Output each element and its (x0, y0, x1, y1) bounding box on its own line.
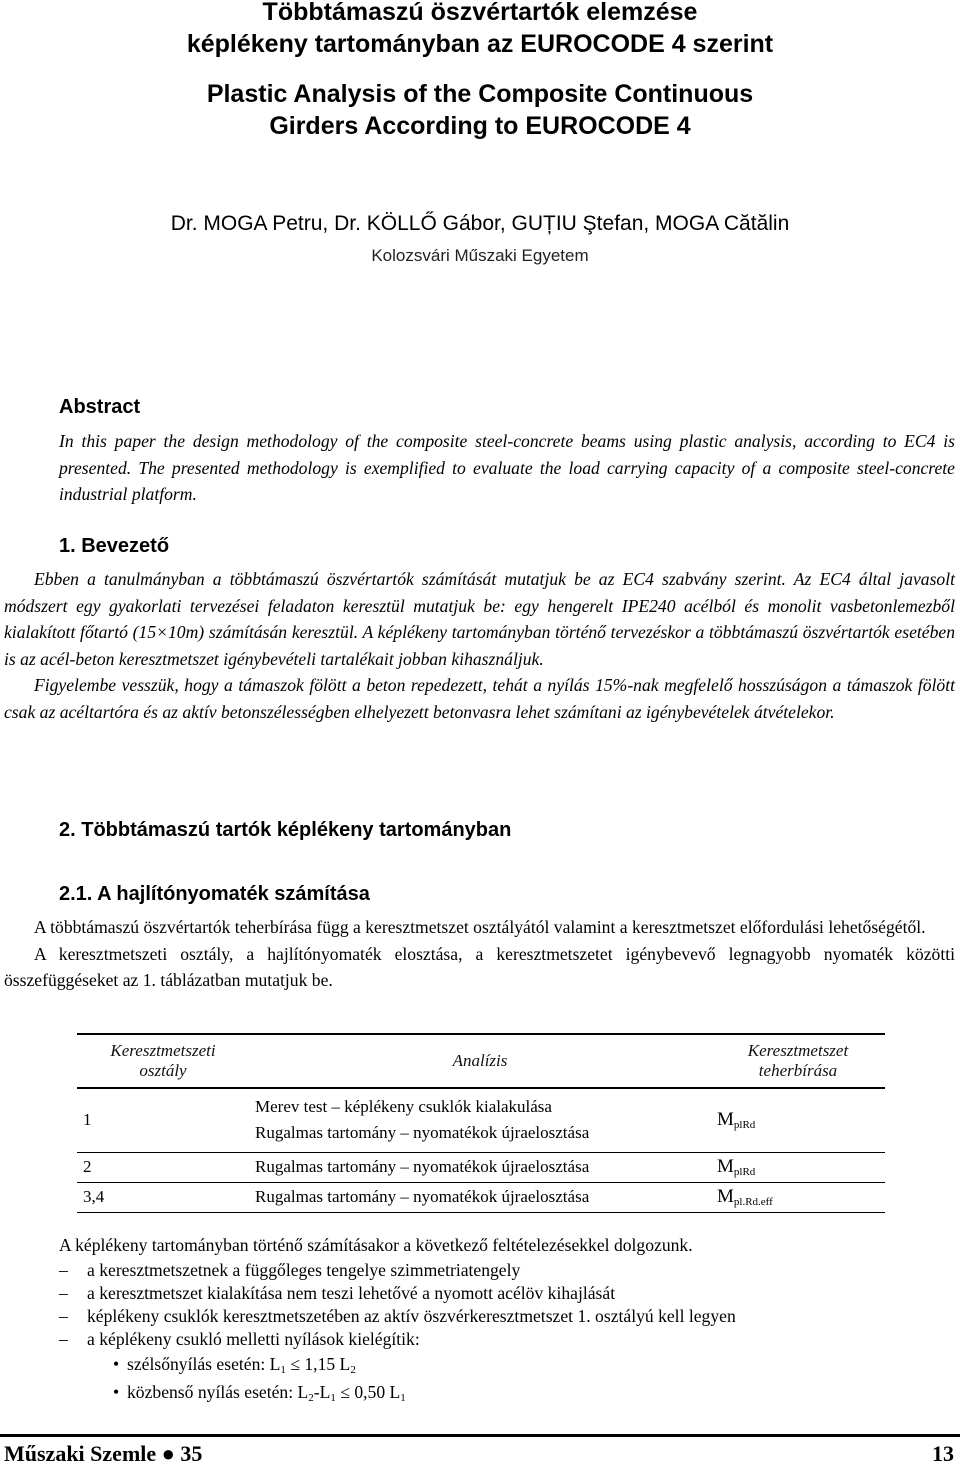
authors: Dr. MOGA Petru, Dr. KÖLLŐ Gábor, GUȚIU Ştefan, MOGA Cătălin (170, 212, 790, 235)
cell-capacity (711, 1182, 885, 1212)
cell-capacity (711, 1152, 885, 1182)
capacity-symbol: M (717, 1156, 734, 1177)
capacity-subscript: plRd (733, 1166, 756, 1178)
table-header-row (77, 1034, 885, 1088)
title-en-line-1: Plastic Analysis of the Composite Continuous (206, 80, 754, 108)
list-item (113, 1380, 813, 1408)
assumptions-list (59, 1259, 939, 1351)
section-1-paragraph-2: Figyelembe vesszük, hogy a támaszok fölött a beton repedezett, tehát a nyílás 15%-nak megfelelő hosszúságon a támaszok fölött csak az acéltartóra és az aktív betonszélességben elhelyezett betonvasra lehet számítani az igénybevételek átvételekor. (4, 675, 955, 722)
capacity-subscript: plRd (733, 1119, 756, 1132)
table-row (77, 1152, 885, 1182)
list-item: – a képlékeny csukló melletti nyílások kielégítik: (59, 1328, 939, 1351)
condition-label: szélsőnyílás esetén: (127, 1354, 270, 1374)
expr-subscript: 1 (280, 1364, 286, 1376)
capacity-symbol: M (717, 1109, 734, 1131)
section-1-paragraph-1: Ebben a tanulmányban a többtámaszú öszvértartók számítását mutatjuk be az EC4 szabvány szerint. Az EC4 által javasolt módszert egy gyakorlati tervezései feladaton keresztül mutatjuk be: egy hengerelt IPE240 acélból és monolit vasbetonlemezből kialakított főtartó (15×10m) számításán keresztül. A képlékeny tartományban történő tervezéskor a többtámaszú öszvértartók esetében is az acél-beton keresztmetszet igénybevételi tartalékait jobban kihasználjuk. (4, 569, 955, 669)
abstract-heading: Abstract (59, 396, 141, 418)
list-item (113, 1352, 813, 1380)
title-en-line-2: Girders According to EUROCODE 4 (269, 112, 691, 140)
journal-name: Műszaki Szemle ● 35 (4, 1441, 203, 1466)
expr-subscript: 2 (350, 1364, 356, 1376)
span-conditions-list (113, 1352, 813, 1408)
expr-subscript: 1 (400, 1392, 406, 1404)
cell-analysis: Rugalmas tartomány – nyomatékok újraelosztása (249, 1182, 711, 1212)
expr-part: L (297, 1382, 309, 1402)
section-2-heading: 2. Többtámaszú tartók képlékeny tartományban (59, 819, 512, 841)
cell-class: 2 (77, 1152, 249, 1182)
affiliation: Kolozsvári Műszaki Egyetem (371, 246, 589, 265)
header-capacity-line-1: Keresztmetszet (747, 1041, 849, 1060)
header-cross-section-class (77, 1034, 249, 1088)
cell-class: 1 (77, 1088, 249, 1152)
cell-analysis-line-2: Rugalmas tartomány – nyomatékok újraelosztása (255, 1123, 590, 1143)
section-1-body (4, 566, 955, 725)
capacity-subscript: pl.Rd.eff (733, 1196, 773, 1208)
expr-part: L (269, 1354, 281, 1374)
title-hu-line-2: képlékeny tartományban az EUROCODE 4 szerint (186, 30, 774, 58)
section-2-1-heading: 2.1. A hajlítónyomaték számítása (59, 883, 370, 905)
title-hungarian (0, 0, 960, 60)
expr-subscript: 2 (308, 1392, 314, 1404)
section-2-1-paragraph-1: A többtámaszú öszvértartók teherbírása függ a keresztmetszet osztályától valamint a keresztmetszet előfordulási lehetőségétől. (34, 917, 926, 937)
assumptions-intro: A képlékeny tartományban történő számításakor a következő feltételezésekkel dolgozunk. (59, 1235, 693, 1255)
capacity-symbol: M (717, 1186, 734, 1207)
page-footer (0, 1434, 960, 1473)
cell-analysis-line-1: Merev test – képlékeny csuklók kialakulása (255, 1097, 552, 1117)
section-1-heading: 1. Bevezető (59, 535, 170, 557)
expr-subscript: 1 (330, 1392, 336, 1404)
condition-label: közbenső nyílás esetén: (127, 1382, 298, 1402)
list-item: – a keresztmetszetnek a függőleges tengelye szimmetriatengely (59, 1259, 939, 1282)
cell-capacity (711, 1088, 885, 1152)
cell-analysis (249, 1088, 711, 1152)
header-analysis: Analízis (249, 1034, 711, 1088)
header-capacity (711, 1034, 885, 1088)
cell-analysis: Rugalmas tartomány – nyomatékok újraelosztása (249, 1152, 711, 1182)
header-cross-section-class-line-1: Keresztmetszeti (110, 1041, 216, 1060)
expr-part: ≤ 0,50 L (335, 1382, 401, 1402)
page-number: 13 (932, 1441, 954, 1466)
expr-part: ≤ 1,15 L (285, 1354, 351, 1374)
section-2-1-paragraph-2: A keresztmetszeti osztály, a hajlítónyomaték elosztása, a keresztmetszetet igénybevevő legnagyobb nyomaték közötti összefüggéseket az 1. táblázatban mutatjuk be. (4, 943, 955, 990)
section-2-1-body (4, 914, 955, 994)
abstract-text (59, 428, 955, 508)
expr-part: -L (313, 1382, 331, 1402)
table-cross-section-classes (77, 1033, 885, 1213)
list-item: – a keresztmetszet kialakítása nem teszi lehetővé a nyomott acélöv kihajlását (59, 1282, 939, 1305)
table-row (77, 1182, 885, 1212)
abstract-paragraph: In this paper the design methodology of the composite steel-concrete beams using plastic analysis, according to EC4 is presented. The presented methodology is exemplified to evaluate the load carrying capacity of a composite steel-concrete industrial platform. (59, 431, 955, 504)
cell-class: 3,4 (77, 1182, 249, 1212)
title-english (0, 78, 960, 142)
header-capacity-line-2: teherbírása (758, 1061, 838, 1080)
list-item: – képlékeny csuklók keresztmetszetében az aktív öszvérkeresztmetszet 1. osztályú kell legyen (59, 1305, 939, 1328)
header-cross-section-class-line-2: osztály (139, 1061, 187, 1080)
table-row (77, 1088, 885, 1152)
title-hu-line-1: Többtámaszú öszvértartók elemzése (262, 0, 698, 26)
